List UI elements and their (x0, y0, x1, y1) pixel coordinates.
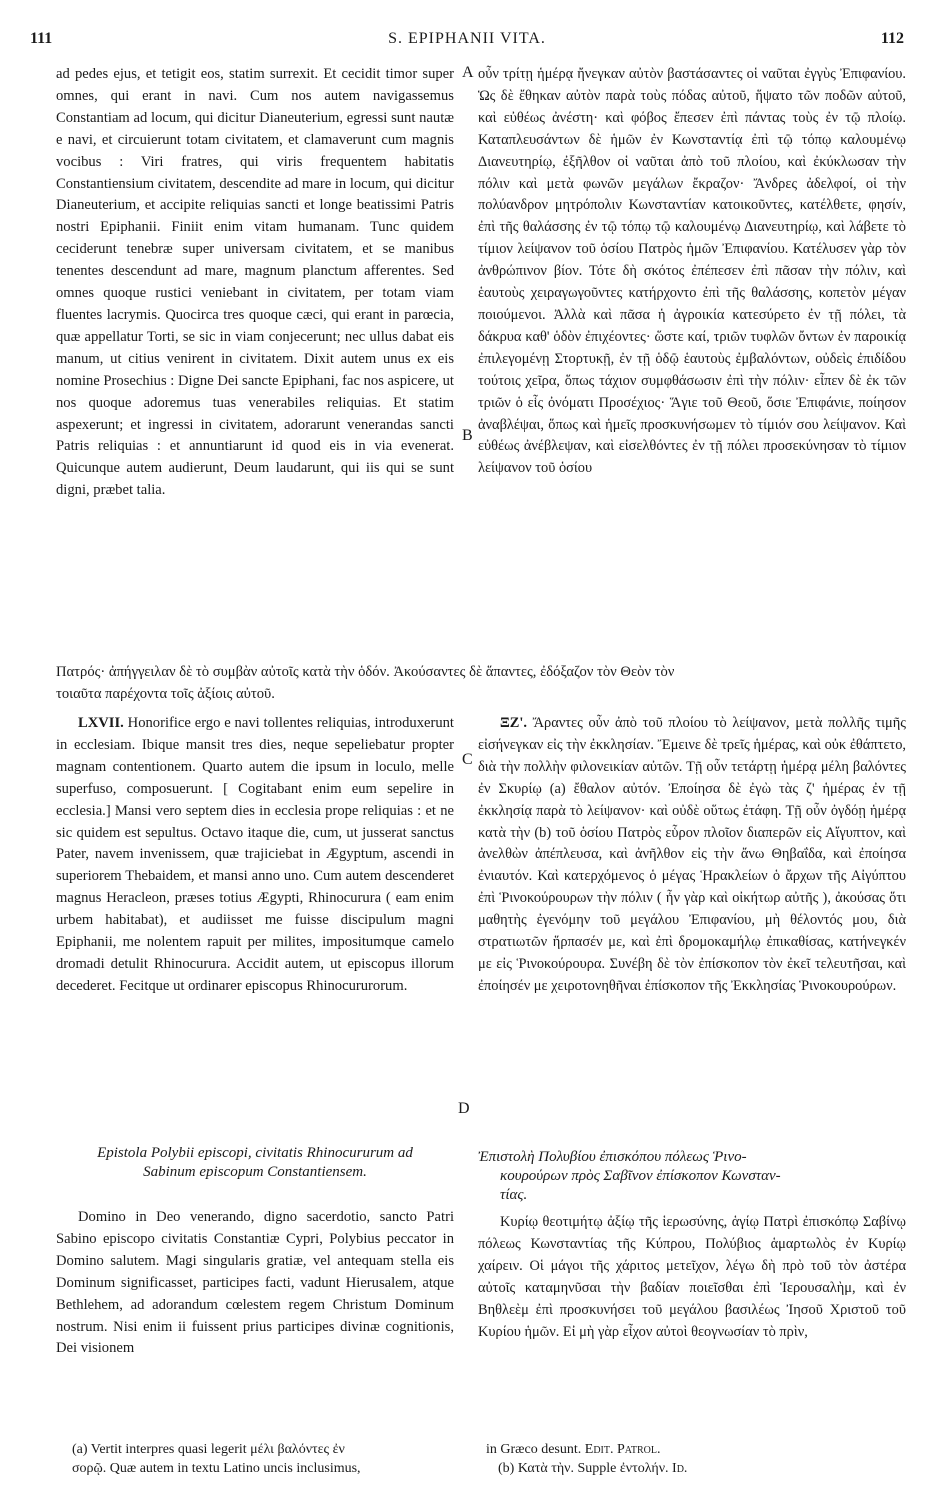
greek-paragraph-3: Κυρίῳ θεοτιμήτῳ ἀξίῳ τῆς ἱερωσύνης, ἁγίῳ Πατρὶ ἐπισκόπῳ Σαβίνῳ πόλεως Κωνσταντίας τῆς Κύπρου, Πολύβιος ἁμαρτωλὸς ἐν Κυρίῳ χαίρειν. Οἱ μάγοι τῆς χάριτος μετεῖχον, λέγω δὴ πρὸ τοῦ τὸν ἀστέρα αὐτοῖς καταμηνῦσαι τὴν βαδίαν ποιεῖσθαι ἐπὶ Ἱερουσαλὴμ, καὶ ἐν Βηθλεὲμ ἐπὶ προσκυνήσει τοῦ μεγάλου βασιλέως Ἰησοῦ Χριστοῦ τοῦ Κυρίου ἡμῶν. Εἰ μὴ γὰρ εἶχον αὐτοὶ θεογνωσίαν τὸ πρὶν, (478, 1214, 906, 1340)
running-title: S. EPIPHANII VITA. (388, 30, 546, 47)
footnote-a-signature: Edit. Patrol. (584, 1442, 661, 1457)
chapter-number-greek: ΞΖ'. (500, 715, 527, 731)
greek-paragraph-1: οὖν τρίτῃ ἡμέρᾳ ἤνεγκαν αὐτὸν βαστάσαντες οἱ ναῦται ἐγγὺς Ἐπιφανίου. Ὡς δὲ ἔθηκαν αὐτὸν παρὰ τοὺς πόδας αὐτοῦ, ἥψατο τῶν ποδῶν αὐτοῦ, καὶ εὐθέως ἀνέστη· καὶ φόβος ἔπεσεν ἐπὶ πάντας τοὺς ἐν τῷ πλοίῳ. Καταπλευσάντων δὲ ἡμῶν ἐν Κωνσταντίᾳ ἐπὶ τῷ τόπῳ καλουμένῳ Διανευτηρίῳ, ἐξῆλθον οἱ ναῦται ἀπὸ τοῦ πλοίου, καὶ ἐκύκλωσαν τὴν πόλιν καὶ μετὰ φωνῶν μεγάλων ἔκραζον· Ἄνδρες ἀδελφοί, οἱ τὴν πολύανδρον μητρόπολιν Κωνσταντίαν κατοικοῦντες, κατέλθετε, φησίν, ἐπὶ τῆς θαλάσσης ἐν τῷ τόπῳ τῷ καλουμένῳ Διανευτηρίῳ, καὶ λάβετε τὸ τίμιον λείψανον τοῦ ὁσίου Πατρὸς ἡμῶν Ἐπιφανίου. Κατέλυσεν γὰρ τὸν ἀνθρώπινον βίον. Τότε δὴ σκότος ἐπέπεσεν ἐπὶ πᾶσαν τὴν πόλιν, καὶ ἑαυτοὺς χειραγωγοῦντες κατήρχοντο ἐπὶ τῆς θαλάσσης, κοπετὸν μέγαν ποιούμενοι. Ἀλλὰ καὶ πᾶσα ἡ ἀγροικία κατεσύρετο ἐν τῇ πόλει, τὰ δάκρυα καθ' ὁδὸν ἐπιχέοντες· ὥστε καί, τριῶν τυφλῶν ὄντων ἐν παροικίᾳ ἐπιλεγομένῃ Στορτυκῇ, ἐν τῇ ὁδῷ ἑαυτοὺς ἐμβαλόντων, οὐδεὶς ἐπιδίδου τούτοις χεῖρα, ὅπως τάχιον συμφθάσωσιν ἐπὶ τὴν πόλιν· εἶπεν δὲ ἐκ τῶν τριῶν ὁ εἷς ὀνόματι Προσέχιος· Ἅγιε τοῦ Θεοῦ, ὅσιε Ἐπιφάνιε, ποίησον ἀναβλέψαι, ὅπως καὶ ἡμεῖς προσκυνήσωμεν τὸ τίμιόν σου λείψανον. Καὶ εὐθέως ἀνέβλεψαν, καὶ εἰσελθόντες ἐν τῇ πόλει προσεκύνησαν τὸ τίμιον λείψανον τοῦ ὁσίου (478, 66, 906, 477)
greek-spanning-line-1: Πατρός· ἀπήγγειλαν δὲ τὸ συμβὰν αὐτοῖς κατὰ τὴν ὁδόν. Ἀκούσαντες δὲ ἅπαντες, ἐδόξαζον τὸν Θεὸν τὸν (56, 664, 675, 680)
margin-letter-a: A (462, 64, 474, 81)
greek-paragraph-2: ΞΖ'. Ἄραντες οὖν ἀπὸ τοῦ πλοίου τὸ λείψανον, μετὰ πολλῆς τιμῆς εἰσήνεγκαν εἰς τὴν ἐκκλησίαν. Ἔμεινε δὲ τρεῖς ἡμέρας, καὶ οὐκ ἐθάπτετο, διὰ τὴν πολλὴν φιλονεικίαν αὐτῶν. Τῇ οὖν τετάρτῃ ἡμέρᾳ μέλη βαλόντες ἐν Σκυρίῳ (a) ἔθαλον αὐτόν. Ἐποίησα δὲ ἐγὼ τὰς ζ' ἡμέρας ἐν τῇ ἐκκλησίᾳ παρὰ τὸ λείψανον· καὶ οὐδὲ οὕτως ἐτάφη. Τῇ οὖν ὀγδόῃ ἡμέρᾳ κατὰ τὴν (b) τοῦ ὁσίου Πατρὸς εὗρον πλοῖον διαπερῶν εἰς Αἴγυπτον, καὶ ἀνελθὼν ἀπέπλευσα, καὶ ἀνῆλθον εἰς τὴν ἄνω Θηβαΐδα, καὶ ἐποίησα ἐνιαυτόν. Καὶ κατερχόμενος ὁ μέγας Ἡρακλείων ὁ ἄρχων τῆς Αἰγύπτου ἐπὶ Ῥινοκούρουρων τὴν πόλιν ( ἦν γὰρ καὶ οἰκήτωρ αὐτῆς ), ἀκούσας ὅτι μαθητὴς ἐγενόμην τοῦ μεγάλου Ἐπιφανίου, μὴ θέλοντός μου, διὰ στρατιωτῶν ἥρπασέν με, καὶ ἐπὶ δρομοκαμήλῳ ἐπικαθίσας, κατήνεγκέν με εἰς Ῥινοκούρουρα. Συνέβη δὲ τὸν ἐπίσκοπον τὸν ἐκεῖ τελευτῆσαι, καὶ ἐποίησέν με χειροτονηθῆναι ἐπίσκοπον τῆς Ἐκκλησίας Ῥινοκουρούρων. (478, 715, 906, 994)
footnote-a-continued: in Græco desunt. Edit. Patrol. (b) Κατὰ τὴν. Supple ἐντολήν. Id. (486, 1442, 688, 1476)
margin-letter-c: C (462, 751, 473, 768)
latin-paragraph-2: LXVII. Honorifice ergo e navi tollentes reliquias, introduxerunt in ecclesiam. Ibique mansit tres dies, neque sepeliebatur propter magnam contentionem. Quarto autem die ipsum in loculo, melle superfuso, composuerunt. [ Cogitabant enim eum sepelire in ecclesia.] Mansi vero septem dies in ecclesia prope reliquias : et ne sic quidem est sepultus. Octavo itaque die, cum, ut jusserat sanctus Pater, navem invenissem, quæ trajiciebat in Ægyptum, ascendi in superiorem Thebaidem, et mansi anno uno. Cum autem descenderet magnus Heracleon, præses totius Ægypti, Rhinocurura ( eam enim urbem habitabat), et audiisset me fuisse discipulum magni Epiphanii, me nolentem rapuit per milites, impositumque camelo dromadi detulit Rhinocurura. Accidit autem, ut episcopus illorum decederet. Fecitque ut ordinarer episcopus Rhinocururorum. (56, 715, 454, 994)
greek-epistle-title: Ἐπιστολὴ Πολυβίου ἐπισκόπου πόλεως Ῥινο- κουρούρων πρὸς Σαβῖνον ἐπίσκοπον Κωνσταν- τίας. (478, 1149, 781, 1203)
latin-epistle-title: Epistola Polybii episcopi, civitatis Rhinocururum ad Sabinum episcopum Constantiensem. (97, 1145, 413, 1180)
page-number-left: 111 (30, 30, 53, 47)
greek-spanning-line-2: τοιαῦτα παρέχοντα τοῖς ἀξίοις αὐτοῦ. (56, 686, 275, 702)
page-number-right: 112 (880, 30, 904, 47)
latin-paragraph-3: Domino in Deo venerando, digno sacerdotio, sancto Patri Sabino episcopo civitatis Constantiæ Cypri, Polybius peccator in Domino salutem. Magi singularis gratiæ, vel antequam stella eis Dominum significasset, participes facti, vadunt Hierusalem, atque Bethlehem, ad adorandum cœlestem regem Christum Dominum nostrum. Nisi enim ii fuissent prius participes divinæ cognitionis, Dei visionem (56, 1209, 454, 1357)
margin-letter-d: D (458, 1100, 470, 1117)
footnote-b-signature: Id. (672, 1461, 688, 1476)
chapter-number-latin: LXVII. (78, 715, 124, 731)
latin-paragraph-1: ad pedes ejus, et tetigit eos, statim surrexit. Et cecidit timor super omnes, qui erant in navi. Cum nos autem navigassemus Constantiam ad locum, qui dicitur Dianeuterium, egressi sunt nautæ e navi, et circuierunt totam civitatem, et clamaverunt cum magnis vocibus : Viri fratres, qui viris frequentem habitatis Constantiensium civitatem, descendite ad mare in locum, qui dicitur Dianeuterium, et accipite reliquias sancti et longe beatissimi Patris nostri Epiphanii. Finiit enim vitam humanam. Tunc quidem ceciderunt tenebræ super universam civitatem, et se manibus tenentes descendunt ad mare, magnum planctum afferentes. Sed omnes quoque rustici veniebant in civitatem, per totam viam fluentes lacrymis. Quocirca tres quoque cæci, qui erant in parœcia, quæ appellatur Torti, se sic in viam conjecerunt; nec ullus dabat eis manum, ut citius venirent in civitatem. Dixit autem unus ex eis nomine Prosechius : Digne Dei sancte Epiphani, fac nos aspicere, ut nos quoque adoremus tuas venerabiles reliquias. Et statim aspexerunt; et ingressi in civitatem, adorarunt venerandas sancti Patris reliquias : et annuntiarunt id quod eis in via evenerat. Quicunque autem audierunt, Deum laudarunt, qui iis qui se sunt digni, præbet talia. (56, 66, 454, 499)
footnote-a: (a) Vertit interpres quasi legerit μέλι βαλόντες ἐν σορῷ. Quæ autem in textu Latino uncis inclusimus, (72, 1442, 361, 1476)
running-header (30, 30, 904, 54)
margin-letter-b: B (462, 427, 473, 444)
